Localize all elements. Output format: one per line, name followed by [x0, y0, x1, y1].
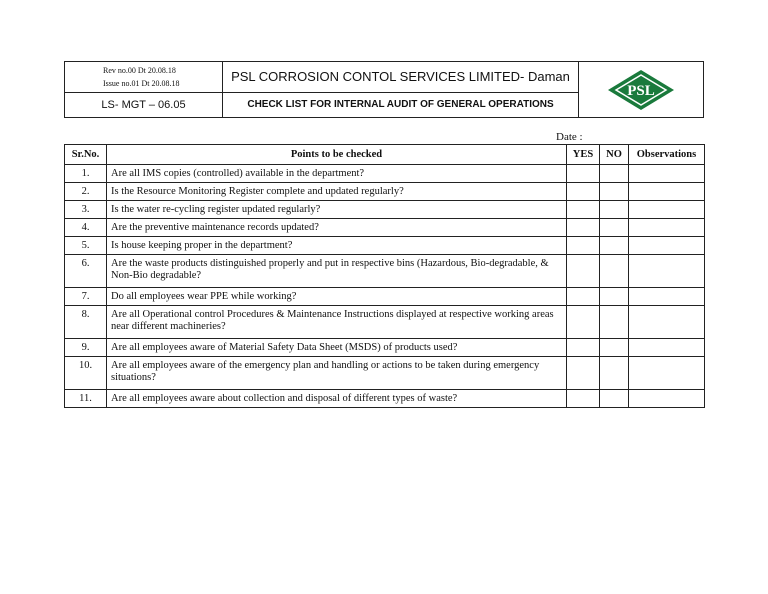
row-srno: 4.: [65, 219, 107, 237]
no-cell[interactable]: [600, 255, 629, 288]
column-header-srno: Sr.No.: [65, 145, 107, 165]
table-row: [65, 288, 705, 306]
row-point: Are the preventive maintenance records updated?: [107, 219, 567, 237]
table-row: [65, 165, 705, 183]
no-cell[interactable]: [600, 288, 629, 306]
no-cell[interactable]: [600, 339, 629, 357]
observations-cell[interactable]: [629, 357, 705, 390]
observations-cell[interactable]: [629, 183, 705, 201]
table-row: [65, 219, 705, 237]
observations-cell[interactable]: [629, 165, 705, 183]
row-srno: 2.: [65, 183, 107, 201]
row-point: Is the water re-cycling register updated regularly?: [107, 201, 567, 219]
no-cell[interactable]: [600, 183, 629, 201]
yes-cell[interactable]: [567, 201, 600, 219]
row-srno: 1.: [65, 165, 107, 183]
column-header-observations: Observations: [629, 145, 705, 165]
table-row: [65, 237, 705, 255]
no-cell[interactable]: [600, 390, 629, 408]
no-cell[interactable]: [600, 357, 629, 390]
yes-cell[interactable]: [567, 357, 600, 390]
table-row: [65, 255, 705, 288]
table-row: [65, 339, 705, 357]
row-point: Is the Resource Monitoring Register complete and updated regularly?: [107, 183, 567, 201]
no-cell[interactable]: [600, 219, 629, 237]
revision-info: [65, 62, 223, 93]
table-header-row: [65, 145, 705, 165]
row-srno: 5.: [65, 237, 107, 255]
column-header-yes: YES: [567, 145, 600, 165]
row-srno: 6.: [65, 255, 107, 288]
issue-number: Issue no.01 Dt 20.08.18: [103, 79, 180, 88]
row-point: Is house keeping proper in the department?: [107, 237, 567, 255]
row-srno: 7.: [65, 288, 107, 306]
observations-cell[interactable]: [629, 237, 705, 255]
row-srno: 8.: [65, 306, 107, 339]
rev-number: Rev no.00 Dt 20.08.18: [103, 66, 176, 75]
yes-cell[interactable]: [567, 288, 600, 306]
table-row: [65, 306, 705, 339]
checklist-title: CHECK LIST FOR INTERNAL AUDIT OF GENERAL OPERATIONS: [223, 93, 579, 117]
observations-cell[interactable]: [629, 339, 705, 357]
column-header-no: NO: [600, 145, 629, 165]
row-srno: 11.: [65, 390, 107, 408]
row-point: Are all employees aware of Material Safety Data Sheet (MSDS) of products used?: [107, 339, 567, 357]
table-row: [65, 357, 705, 390]
observations-cell[interactable]: [629, 201, 705, 219]
row-point: Are the waste products distinguished properly and put in respective bins (Hazardous, Bio-degradable, & Non-Bio degradable?: [107, 255, 567, 288]
company-logo: [579, 62, 703, 117]
column-header-points: Points to be checked: [107, 145, 567, 165]
audit-checklist-table: [64, 144, 705, 408]
row-srno: 9.: [65, 339, 107, 357]
table-row: [65, 183, 705, 201]
yes-cell[interactable]: [567, 390, 600, 408]
psl-logo-icon: [606, 68, 676, 112]
yes-cell[interactable]: [567, 339, 600, 357]
yes-cell[interactable]: [567, 165, 600, 183]
row-point: Do all employees wear PPE while working?: [107, 288, 567, 306]
document-code: LS- MGT – 06.05: [65, 93, 223, 117]
date-label: Date :: [556, 131, 583, 143]
document-header: [64, 61, 704, 118]
yes-cell[interactable]: [567, 183, 600, 201]
observations-cell[interactable]: [629, 255, 705, 288]
no-cell[interactable]: [600, 165, 629, 183]
yes-cell[interactable]: [567, 255, 600, 288]
row-srno: 3.: [65, 201, 107, 219]
table-row: [65, 201, 705, 219]
row-point: Are all employees aware about collection and disposal of different types of waste?: [107, 390, 567, 408]
no-cell[interactable]: [600, 237, 629, 255]
logo-text: PSL: [627, 82, 655, 99]
row-srno: 10.: [65, 357, 107, 390]
yes-cell[interactable]: [567, 237, 600, 255]
table-row: [65, 390, 705, 408]
no-cell[interactable]: [600, 201, 629, 219]
observations-cell[interactable]: [629, 390, 705, 408]
observations-cell[interactable]: [629, 219, 705, 237]
observations-cell[interactable]: [629, 306, 705, 339]
row-point: Are all IMS copies (controlled) available in the department?: [107, 165, 567, 183]
row-point: Are all Operational control Procedures & Maintenance Instructions displayed at respective working areas near different machineries?: [107, 306, 567, 339]
yes-cell[interactable]: [567, 306, 600, 339]
company-name: PSL CORROSION CONTOL SERVICES LIMITED- Daman: [223, 62, 579, 93]
yes-cell[interactable]: [567, 219, 600, 237]
row-point: Are all employees aware of the emergency plan and handling or actions to be taken during emergency situations?: [107, 357, 567, 390]
observations-cell[interactable]: [629, 288, 705, 306]
no-cell[interactable]: [600, 306, 629, 339]
